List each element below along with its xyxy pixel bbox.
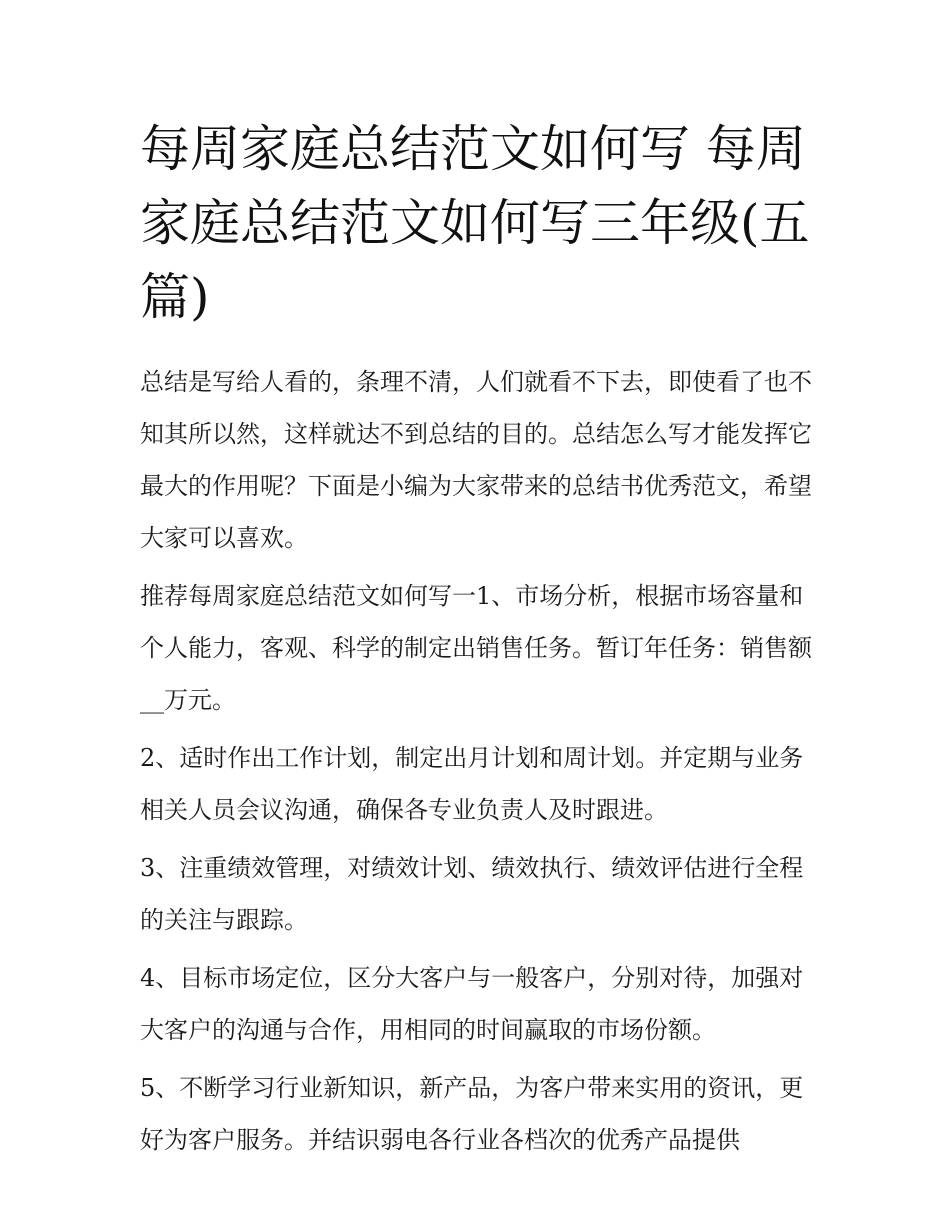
- document-title: 每周家庭总结范文如何写 每周家庭总结范文如何写三年级(五篇): [140, 120, 810, 326]
- intro-paragraph: 总结是写给人看的，条理不清，人们就看不下去，即使看了也不知其所以然，这样就达不到总结的目的。总结怎么写才能发挥它最大的作用呢？下面是小编为大家带来的总结书优秀范文，希望大家可以喜欢。: [140, 368, 812, 552]
- paragraph-4: 4、目标市场定位，区分大客户与一般客户，分别对待，加强对大客户的沟通与合作，用相同的时间赢取的市场份额。: [140, 964, 804, 1044]
- paragraph-2: 2、适时作出工作计划，制定出月计划和周计划。并定期与业务相关人员会议沟通，确保各专业负责人及时跟进。: [140, 744, 804, 824]
- paragraph-3: 3、注重绩效管理，对绩效计划、绩效执行、绩效评估进行全程的关注与跟踪。: [140, 854, 804, 934]
- document-content: [140, 112, 820, 1172]
- document-body: [140, 356, 820, 1166]
- paragraph-1: 推荐每周家庭总结范文如何写一1、市场分析，根据市场容量和个人能力，客观、科学的制定出销售任务。暂订年任务：销售额__万元。: [140, 582, 812, 714]
- paragraph-5: 5、不断学习行业新知识，新产品，为客户带来实用的资讯，更好为客户服务。并结识弱电各行业各档次的优秀产品提供: [140, 1074, 804, 1154]
